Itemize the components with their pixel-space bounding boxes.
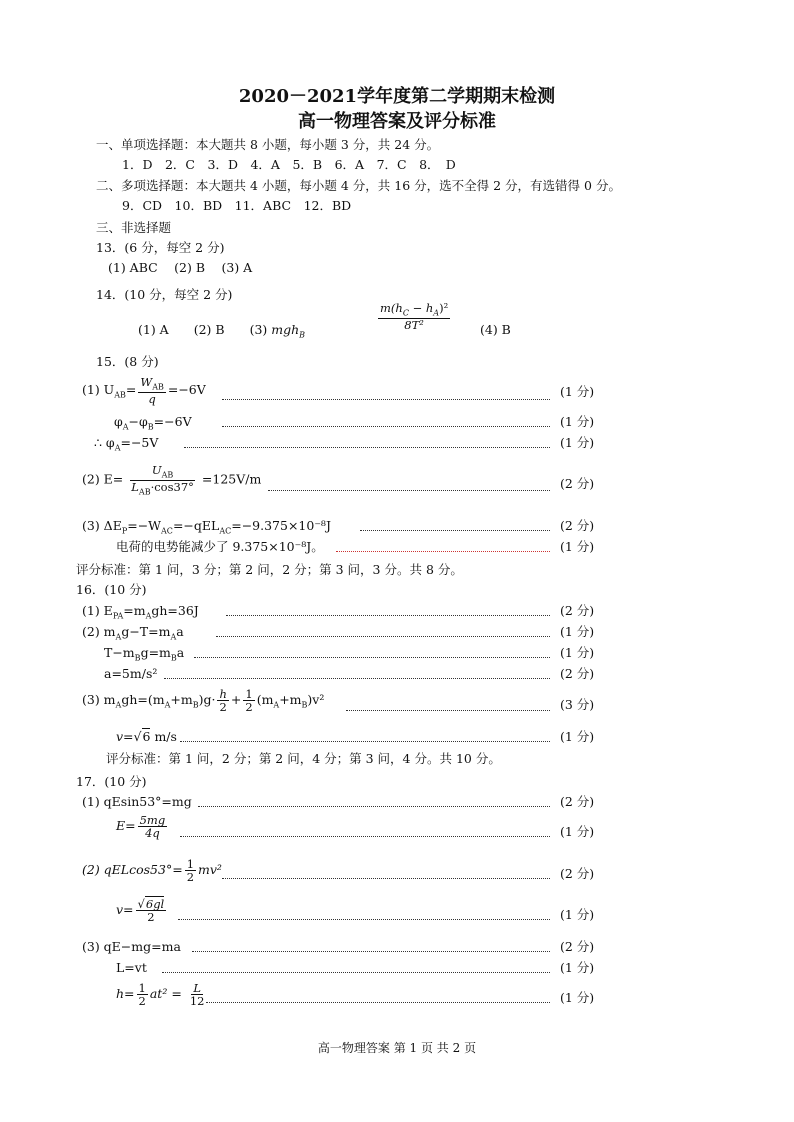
dotted-leader xyxy=(222,877,550,879)
q15-line1: (1) $U_{AB}=$ $\frac{W_{AB}}{q}$ =−6V xyxy=(82,375,206,406)
q16-line5: (3) $m_Agh=(m_A+m_B)g\cdot$ $\frac{h}{2}$ + $\frac{1}{2}$ $(m_A+m_B)v^2$ xyxy=(82,687,325,715)
q16-line3-score: (1 分) xyxy=(560,645,595,660)
q16-line6-score: (1 分) xyxy=(560,729,595,744)
dotted-leader xyxy=(164,677,550,679)
q15-line3-score: (1 分) xyxy=(560,435,595,450)
dotted-leader xyxy=(180,740,550,742)
q15-line2: $\varphi_A-\varphi_B=-6V$ xyxy=(114,414,192,432)
q17-line7: h= $\frac{1}{2}$ at² = $\frac{L}{12}$ xyxy=(116,981,205,1009)
q16-line4-score: (2 分) xyxy=(560,666,595,681)
dotted-leader xyxy=(346,709,550,711)
page-footer: 高一物理答案 第 1 页 共 2 页 xyxy=(317,1041,477,1055)
q17-line5: (3) qE−mg=ma xyxy=(82,939,181,954)
q16-criteria: 评分标准：第 1 问，2 分；第 2 问，4 分；第 3 问，4 分。共 10 分。 xyxy=(106,751,501,766)
dotted-leader xyxy=(360,529,550,531)
section1-answers: 1．D 2．C 3．D 4．A 5．B 6．A 7．C 8． D xyxy=(122,157,456,172)
q14-answer-4: (4) B xyxy=(480,322,511,337)
q15-line3: ∴ $\varphi_A=-5V$ xyxy=(94,435,159,453)
dotted-leader xyxy=(206,1001,550,1003)
q15-line5-score: (2 分) xyxy=(560,518,595,533)
q16-line1-score: (2 分) xyxy=(560,603,595,618)
q13-answers: (1) ABC (2) B (3) A xyxy=(108,260,253,275)
q17-line4: v= $\frac{√6gl}{2}$ xyxy=(116,897,165,925)
page-subtitle: 高一物理答案及评分标准 xyxy=(298,111,496,132)
q16-line2-score: (1 分) xyxy=(560,624,595,639)
dotted-leader xyxy=(268,489,550,491)
q14-fraction: $\frac{m(h_C - h_A)^2}{\text{8T²}}$ xyxy=(380,301,449,332)
q17-line3: (2) qELcos53°= $\frac{1}{2}$ mv² xyxy=(82,857,222,885)
q15-line1-score: (1 分) xyxy=(560,384,595,399)
q17-heading: 17．(10 分) xyxy=(76,774,147,789)
section2-heading: 二、多项选择题：本大题共 4 小题，每小题 4 分，共 16 分，选不全得 2 分，有选错得 0 分。 xyxy=(96,178,621,193)
dotted-leader xyxy=(336,550,550,552)
dotted-leader xyxy=(192,950,550,952)
q17-line6-score: (1 分) xyxy=(560,960,595,975)
section3-heading: 三、非选择题 xyxy=(96,220,172,235)
q15-line2-score: (1 分) xyxy=(560,414,595,429)
page-title: 2020－2021学年度第二学期期末检测 xyxy=(238,86,556,107)
dotted-leader xyxy=(184,446,550,448)
dotted-leader xyxy=(198,805,550,807)
dotted-leader xyxy=(216,635,550,637)
q16-heading: 16．(10 分) xyxy=(76,582,147,597)
q16-line4: a=5m/s² xyxy=(104,666,158,681)
dotted-leader xyxy=(194,656,550,658)
q13-heading: 13．(6 分，每空 2 分) xyxy=(96,240,225,255)
q17-line3-score: (2 分) xyxy=(560,866,595,881)
q16-line5-score: (3 分) xyxy=(560,697,595,712)
q16-line1: (1) $E_{PA}=m_Agh=36J$ xyxy=(82,603,199,621)
q15-line4: (2) E= $\frac{U_{AB}}{L_{AB}\cdot\cos 37^\circ}$ =125V/m xyxy=(82,463,262,496)
dotted-leader xyxy=(178,918,550,920)
dotted-leader xyxy=(162,971,550,973)
q17-line6: L=vt xyxy=(116,960,147,975)
dotted-leader xyxy=(180,835,550,837)
q16-line2: (2) $m_Ag-T=m_Aa$ xyxy=(82,624,184,642)
q17-line5-score: (2 分) xyxy=(560,939,595,954)
dotted-leader xyxy=(222,398,550,400)
q17-line1: (1) qEsin53°=mg xyxy=(82,794,192,809)
q15-criteria: 评分标准：第 1 问，3 分；第 2 问，2 分；第 3 问，3 分。共 8 分。 xyxy=(76,562,463,577)
sqrt-icon: √ xyxy=(137,897,145,911)
q17-line7-score: (1 分) xyxy=(560,990,595,1005)
dotted-leader xyxy=(222,425,550,427)
q14-heading: 14．(10 分，每空 2 分) xyxy=(96,287,233,302)
q16-line3: $T-m_Bg=m_Ba$ xyxy=(104,645,185,663)
q15-line5: (3) $\Delta E_P=-W_{AC}=-qEL_{AC}=-9.375\times 10^{-8}J$ xyxy=(82,518,331,536)
q14-answers-1: (1) A (2) B (3) mgh$_B$ xyxy=(138,322,306,340)
q17-line1-score: (2 分) xyxy=(560,794,595,809)
section2-answers: 9．CD 10．BD 11．ABC 12．BD xyxy=(122,198,352,213)
sqrt-icon: √ xyxy=(133,729,142,744)
q17-line4-score: (1 分) xyxy=(560,907,595,922)
dotted-leader xyxy=(226,614,550,616)
q15-heading: 15．(8 分) xyxy=(96,354,159,369)
section1-heading: 一、单项选择题：本大题共 8 小题，每小题 3 分，共 24 分。 xyxy=(96,137,440,152)
q15-line6: 电荷的电势能减少了 9.375×10⁻⁸J。 xyxy=(116,539,324,554)
q15-line4-score: (2 分) xyxy=(560,476,595,491)
q16-line6: v=√6 m/s xyxy=(116,729,177,744)
q17-line2-score: (1 分) xyxy=(560,824,595,839)
q17-line2: E= $\frac{5mg}{4q}$ xyxy=(116,813,166,841)
q15-line6-score: (1 分) xyxy=(560,539,595,554)
